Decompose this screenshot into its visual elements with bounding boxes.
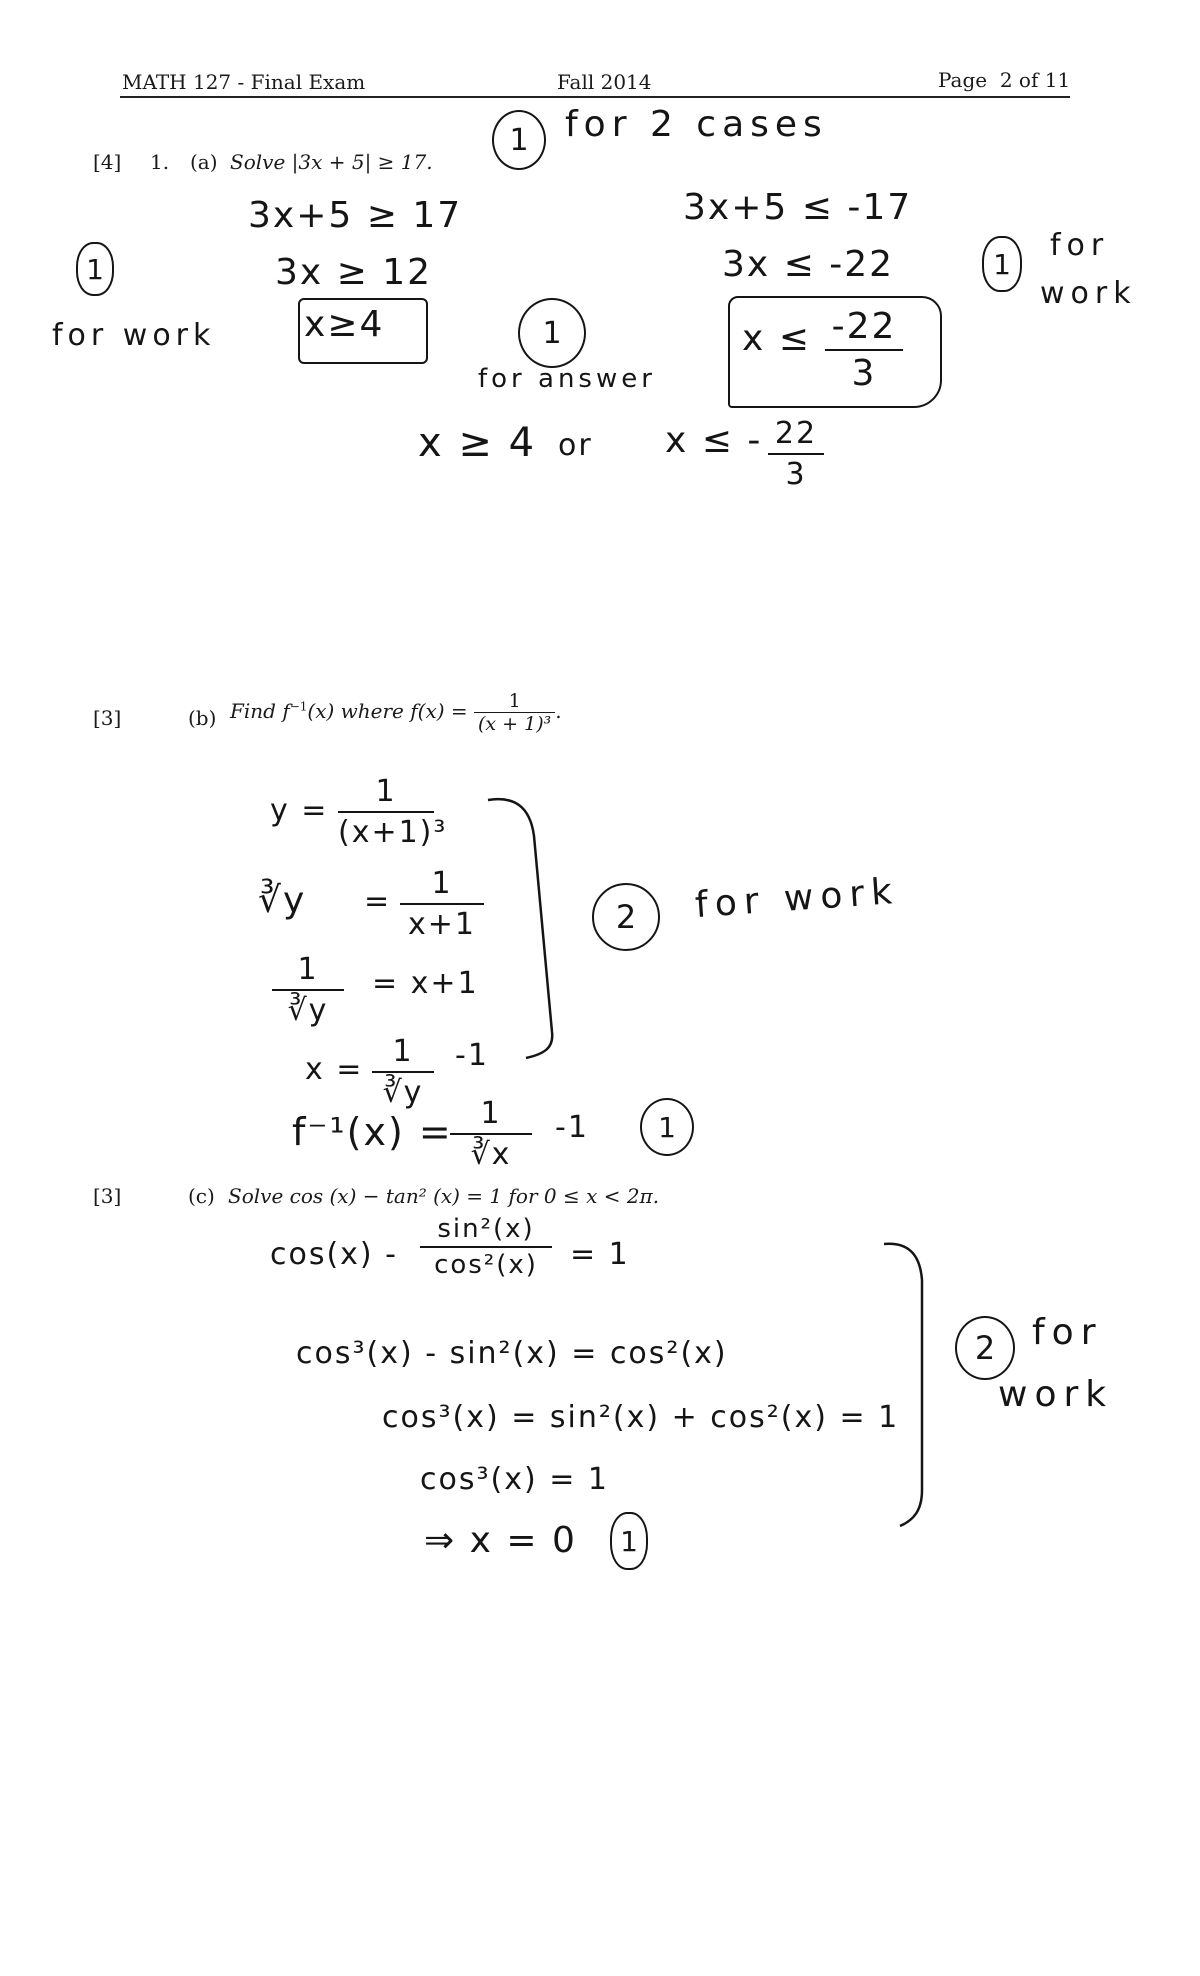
grading-mark-b-work xyxy=(592,883,660,951)
part-b-l5-den: ∛x xyxy=(470,1137,512,1172)
part-b-prompt-prefix: Find f xyxy=(230,699,290,723)
part-b-l1-lhs: y = xyxy=(270,793,329,828)
part-c-l1-den: cos²(x) xyxy=(434,1250,538,1280)
part-b-l5-lhs: f⁻¹(x) = xyxy=(292,1110,453,1154)
part-c-l1-num: sin²(x) xyxy=(437,1214,535,1244)
part-a-left-note: for work xyxy=(52,318,216,353)
part-b-l1-fraction xyxy=(338,774,448,850)
part-a-right-note-2: work xyxy=(1040,276,1137,311)
part-b-l3-num: 1 xyxy=(297,952,319,987)
part-a-left-boxed: x≥4 xyxy=(304,304,385,345)
problem-number: 1. xyxy=(150,150,170,174)
final-answer-right-den: 3 xyxy=(785,457,807,492)
grading-mark-c-work-value: 2 xyxy=(974,1329,996,1367)
part-b-l2-lhs: ∛y xyxy=(258,880,307,921)
part-c-l5: ⇒ x = 0 xyxy=(424,1520,577,1561)
part-b-l2-num: 1 xyxy=(431,866,453,901)
part-b-l5-num: 1 xyxy=(480,1096,502,1131)
part-b-prompt xyxy=(230,690,562,735)
part-b-prompt-num: 1 xyxy=(508,690,521,712)
grading-mark-right-work xyxy=(982,236,1022,292)
fraction-bar xyxy=(420,1246,552,1248)
grading-mark-answer-value: 1 xyxy=(542,315,562,351)
final-answer-or: or xyxy=(558,428,593,463)
part-c-work-note-1: for xyxy=(1032,1312,1103,1353)
part-b-l1-den: (x+1)³ xyxy=(338,815,448,850)
grading-mark-b-work-value: 2 xyxy=(615,898,637,936)
grading-mark-c-answer-value: 1 xyxy=(620,1524,638,1558)
grading-mark-left-work xyxy=(76,242,114,296)
part-c-l1-lhs: cos(x) - xyxy=(270,1237,399,1272)
course-title: MATH 127 - Final Exam xyxy=(122,70,366,94)
part-b-l5-rhs: -1 xyxy=(555,1110,589,1145)
part-c-l2: cos³(x) - sin²(x) = cos²(x) xyxy=(296,1336,728,1371)
part-b-l3-fraction xyxy=(272,952,344,1028)
part-c-l3: cos³(x) = sin²(x) + cos²(x) = 1 xyxy=(382,1400,900,1435)
fraction-bar xyxy=(338,811,434,813)
final-answer-right-prefix: x ≤ - xyxy=(665,420,763,461)
part-b-l5-fraction xyxy=(450,1096,532,1172)
part-b-prompt-fraction xyxy=(474,690,555,735)
answer-note: for answer xyxy=(478,364,656,394)
part-b-l2-den: x+1 xyxy=(408,907,476,942)
fraction-bar xyxy=(450,1133,532,1135)
grading-mark-right-work-value: 1 xyxy=(993,247,1011,281)
part-c-points: [3] xyxy=(93,1184,122,1208)
part-c-prompt: Solve cos (x) − tan² (x) = 1 for 0 ≤ x < 2π. xyxy=(228,1184,660,1208)
part-b-l3-den: ∛y xyxy=(287,993,329,1028)
final-answer-left: x ≥ 4 xyxy=(418,420,537,466)
part-b-prompt-end: . xyxy=(555,699,562,723)
cases-note: for 2 cases xyxy=(565,104,828,145)
fraction-bar xyxy=(825,349,903,351)
fraction-bar xyxy=(400,903,484,905)
grading-mark-b-answer xyxy=(640,1098,694,1156)
grading-mark-c-answer xyxy=(610,1512,648,1570)
part-b-prompt-mid: (x) where f(x) = xyxy=(307,699,468,723)
part-b-prompt-sup: −1 xyxy=(289,699,308,714)
fraction-bar xyxy=(372,1071,434,1073)
part-a-right-boxed-den: 3 xyxy=(851,353,877,394)
part-a-left-line1: 3x+5 ≥ 17 xyxy=(248,195,463,236)
part-c-label: (c) xyxy=(188,1184,215,1208)
part-a-right-line1: 3x+5 ≤ -17 xyxy=(683,187,913,228)
grading-mark-cases-value: 1 xyxy=(509,122,529,158)
part-c-work-bracket xyxy=(880,1240,950,1530)
part-a-right-boxed-fraction xyxy=(825,306,903,394)
grading-mark-left-work-value: 1 xyxy=(86,252,104,286)
part-b-prompt-den: (x + 1)³ xyxy=(474,712,555,735)
part-c-l4: cos³(x) = 1 xyxy=(420,1462,609,1497)
part-a-points: [4] xyxy=(93,150,122,174)
part-b-l3-rhs: = x+1 xyxy=(372,966,479,1001)
part-b-work-note: for work xyxy=(693,870,901,927)
part-b-l2-eq: = xyxy=(364,884,392,919)
part-b-l4-den: ∛y xyxy=(382,1075,424,1110)
part-c-work-note-2: work xyxy=(998,1374,1114,1415)
grading-mark-b-answer-value: 1 xyxy=(658,1110,676,1144)
grading-mark-answer xyxy=(518,298,586,368)
part-c-l1-rhs: = 1 xyxy=(570,1237,630,1272)
part-a-right-line2: 3x ≤ -22 xyxy=(722,244,895,285)
part-b-l2-fraction xyxy=(400,866,484,942)
grading-mark-cases xyxy=(492,110,546,170)
part-b-l4-num: 1 xyxy=(392,1034,414,1069)
part-a-right-boxed-prefix: x ≤ xyxy=(742,318,811,359)
part-a-right-boxed-num: -22 xyxy=(831,306,897,347)
part-b-work-bracket xyxy=(484,796,564,1066)
page-number: Page 2 of 11 xyxy=(938,68,1071,92)
exam-term: Fall 2014 xyxy=(557,70,652,94)
part-b-l1-num: 1 xyxy=(375,774,397,809)
header-rule xyxy=(120,96,1070,98)
part-a-label: (a) xyxy=(190,150,218,174)
fraction-bar xyxy=(768,453,824,455)
part-c-l1-fraction xyxy=(420,1214,552,1280)
final-answer-right-fraction xyxy=(768,416,824,492)
part-a-right-note-1: for xyxy=(1050,228,1110,263)
final-answer-right-num: 22 xyxy=(774,416,818,451)
part-b-l4-rhs: -1 xyxy=(455,1038,489,1073)
part-b-l4-fraction xyxy=(372,1034,434,1110)
part-b-l4-lhs: x = xyxy=(305,1052,364,1087)
fraction-bar xyxy=(272,989,344,991)
part-b-label: (b) xyxy=(188,706,217,730)
part-b-points: [3] xyxy=(93,706,122,730)
part-a-prompt: Solve |3x + 5| ≥ 17. xyxy=(230,150,433,174)
grading-mark-c-work xyxy=(955,1316,1015,1380)
part-a-left-line2: 3x ≥ 12 xyxy=(275,252,433,293)
